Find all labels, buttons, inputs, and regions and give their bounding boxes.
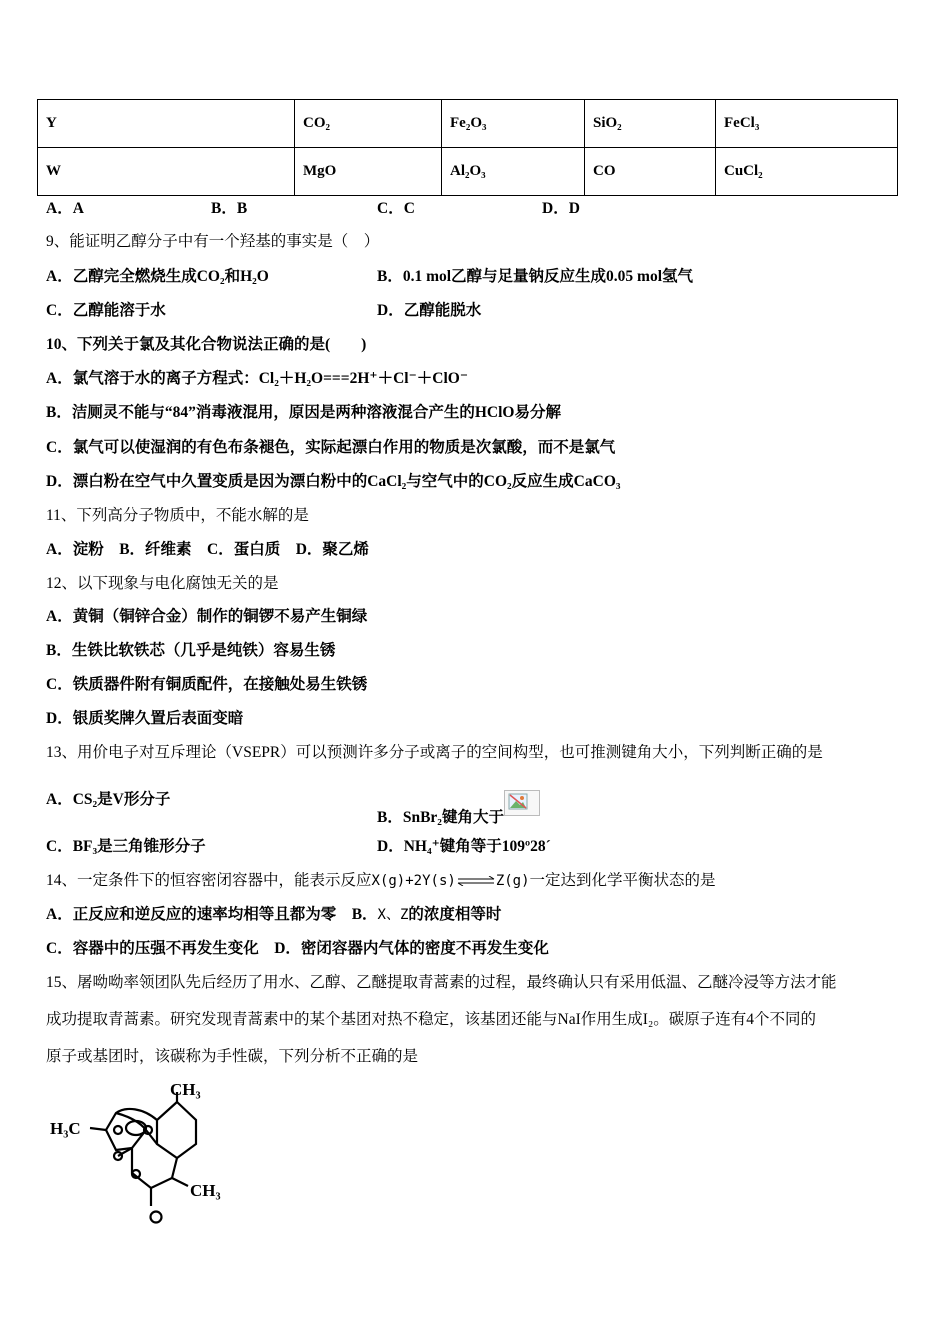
option-c: C．乙醇能溶于水 <box>46 302 166 319</box>
table-cell: MgO <box>295 148 442 196</box>
option-d: D．银质奖牌久置后表面变暗 <box>46 710 244 727</box>
question-stem: 原子或基团时，该碳称为手性碳，下列分析不正确的是 <box>46 1048 419 1065</box>
option-b: B．0.1 mol乙醇与足量钠反应生成0.05 mol氢气 <box>377 268 694 285</box>
table-cell: FeCl₃ <box>716 100 898 148</box>
artemisinin-structure-diagram <box>48 1078 233 1226</box>
options-row <box>46 905 501 925</box>
equation-right: Z(g) <box>495 873 530 889</box>
table-cell: Al₂O₃ <box>442 148 585 196</box>
options-row: C．容器中的压强不再发生变化 D．密闭容器内气体的密度不再发生变化 <box>46 940 549 957</box>
table-cell: CO <box>585 148 716 196</box>
option-text: X、Z <box>377 907 409 923</box>
option-a: A．氯气溶于水的离子方程式：Cl₂＋H₂O===2H⁺＋Cl⁻＋ClO⁻ <box>46 370 469 387</box>
option-b: B．洁厕灵不能与“84”消毒液混用，原因是两种溶液混合产生的HClO易分解 <box>46 404 561 421</box>
table-cell: W <box>38 148 295 196</box>
option-c: C．氯气可以使湿润的有色布条褪色，实际起漂白作用的物质是次氯酸，而不是氯气 <box>46 439 616 456</box>
option-d: D．D <box>542 200 580 217</box>
question-stem: 12、以下现象与电化腐蚀无关的是 <box>46 575 279 592</box>
question-stem: 10、下列关于氯及其化合物说法正确的是( ) <box>46 336 367 353</box>
option-c: C．BF₃是三角锥形分子 <box>46 838 206 855</box>
option-b <box>377 790 540 828</box>
option-d: D．漂白粉在空气中久置变质是因为漂白粉中的CaCl₂与空气中的CO₂反应生成CaCO₃ <box>46 473 621 490</box>
question-stem: 9、能证明乙醇分子中有一个羟基的事实是（ ） <box>46 233 380 250</box>
methyl-label: CH₃ <box>190 1181 221 1200</box>
option-b: B．B <box>211 200 248 217</box>
option-text: 的浓度相等时 <box>408 906 502 923</box>
option-d: D．乙醇能脱水 <box>377 302 482 319</box>
options-row: A．淀粉 B．纤维素 C．蛋白质 D．聚乙烯 <box>46 541 369 558</box>
table-row <box>38 148 898 196</box>
option-b: B．生铁比软铁芯（几乎是纯铁）容易生锈 <box>46 642 336 659</box>
option-text: A．正反应和逆反应的速率均相等且都为零 B． <box>46 906 378 923</box>
methyl-label: CH₃ <box>170 1080 201 1099</box>
table-cell: Fe₂O₃ <box>442 100 585 148</box>
stem-text: 14、一定条件下的恒容密闭容器中，能表示反应 <box>46 872 372 889</box>
methyl-label: H₃C <box>50 1119 81 1138</box>
table-cell: CO₂ <box>295 100 442 148</box>
option-a: A．A <box>46 200 84 217</box>
option-c: C．C <box>377 200 415 217</box>
question-stem: 15、屠呦呦率领团队先后经历了用水、乙醇、乙醚提取青蒿素的过程，最终确认只有采用低温、乙醚冷浸等方法才能 <box>46 974 837 991</box>
stem-text: 一定达到化学平衡状态的是 <box>529 872 716 889</box>
question-stem: 成功提取青蒿素。研究发现青蒿素中的某个基团对热不稳定，该基团还能与NaI作用生成I₂。碳原子连有4个不同的 <box>46 1011 817 1028</box>
option-a: A．黄铜（铜锌合金）制作的铜锣不易产生铜绿 <box>46 608 368 625</box>
option-b-text: B．SnBr₂键角大于 <box>377 809 504 826</box>
equation-left: X(g)+2Y(s) <box>371 873 456 889</box>
broken-image-icon <box>504 790 540 816</box>
option-a: A．乙醇完全燃烧生成CO₂和H₂O <box>46 268 269 285</box>
table-cell: SiO₂ <box>585 100 716 148</box>
option-a: A．CS₂是V形分子 <box>46 791 171 808</box>
table-cell: Y <box>38 100 295 148</box>
table-row <box>38 100 898 148</box>
question-stem <box>46 871 716 891</box>
option-d: D．NH₄⁺键角等于109º28´ <box>377 838 551 855</box>
equilibrium-arrow-icon <box>456 876 496 886</box>
question-stem: 13、用价电子对互斥理论（VSEPR）可以预测许多分子或离子的空间构型，也可推测键角大小，下列判断正确的是 <box>46 744 823 761</box>
table-cell: CuCl₂ <box>716 148 898 196</box>
question-stem: 11、下列高分子物质中，不能水解的是 <box>46 507 309 524</box>
reagent-table <box>37 99 898 196</box>
option-c: C．铁质器件附有铜质配件，在接触处易生铁锈 <box>46 676 368 693</box>
